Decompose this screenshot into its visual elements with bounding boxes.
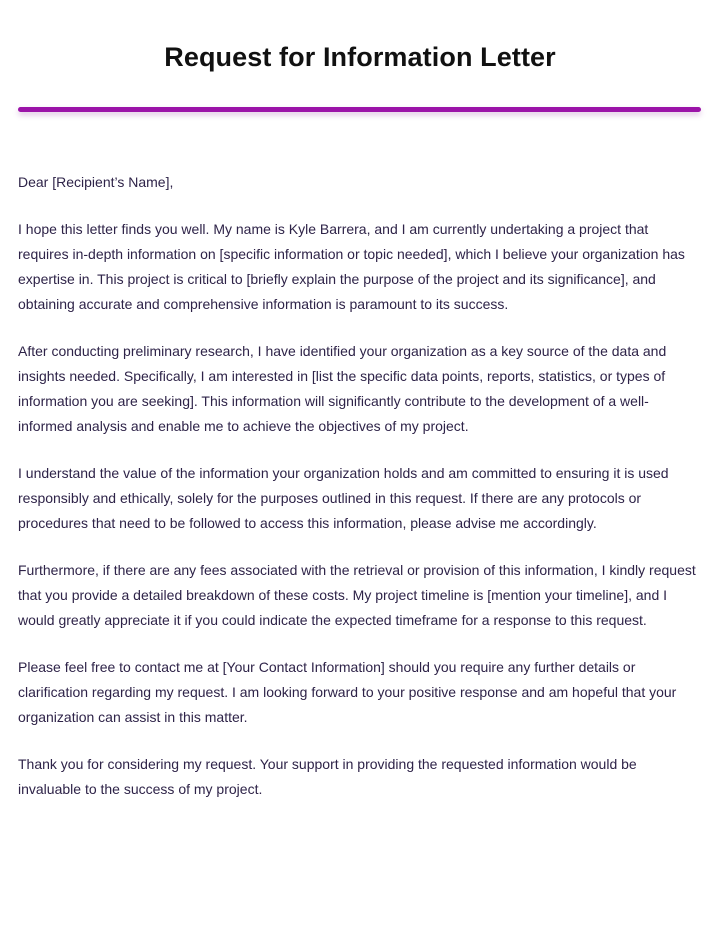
salutation: Dear [Recipient’s Name], [18, 174, 174, 190]
title-divider [18, 107, 701, 112]
paragraph-fees: Furthermore, if there are any fees associated with the retrieval or provision of this information, I kindly request that you provide a detailed breakdown of these costs. My project timeline is [mention your timeline], and I would greatly appreciate it if you could indicate the expected timeframe for a response to this request. [18, 562, 696, 628]
paragraph-research: After conducting preliminary research, I have identified your organization as a key source of the data and insights needed. Specifically, I am interested in [list the specific data points, reports, statistics, or types of information you are seeking]. This information will significantly contribute to the development of a well-informed analysis and enable me to achieve the objectives of my project. [18, 343, 667, 434]
paragraph-responsibility: I understand the value of the information your organization holds and am committed to ensuring it is used responsibly and ethically, solely for the purposes outlined in this request. If there are any protocols or procedures that need to be followed to access this information, please advise me accordingly. [18, 465, 669, 531]
paragraph-contact: Please feel free to contact me at [Your Contact Information] should you require any further details or clarification regarding my request. I am looking forward to your positive response and am hopeful that your organization can assist in this matter. [18, 659, 677, 725]
page-title: Request for Information Letter [164, 42, 556, 72]
paragraph-introduction: I hope this letter finds you well. My name is Kyle Barrera, and I am currently undertaking a project that requires in-depth information on [specific information or topic needed], which I believe your organization has expertise in. This project is critical to [briefly explain the purpose of the project and its significance], and obtaining accurate and comprehensive information is paramount to its success. [18, 221, 685, 312]
letter-body [18, 170, 702, 824]
paragraph-closing: Thank you for considering my request. Your support in providing the requested information would be invaluable to the success of my project. [18, 756, 637, 797]
